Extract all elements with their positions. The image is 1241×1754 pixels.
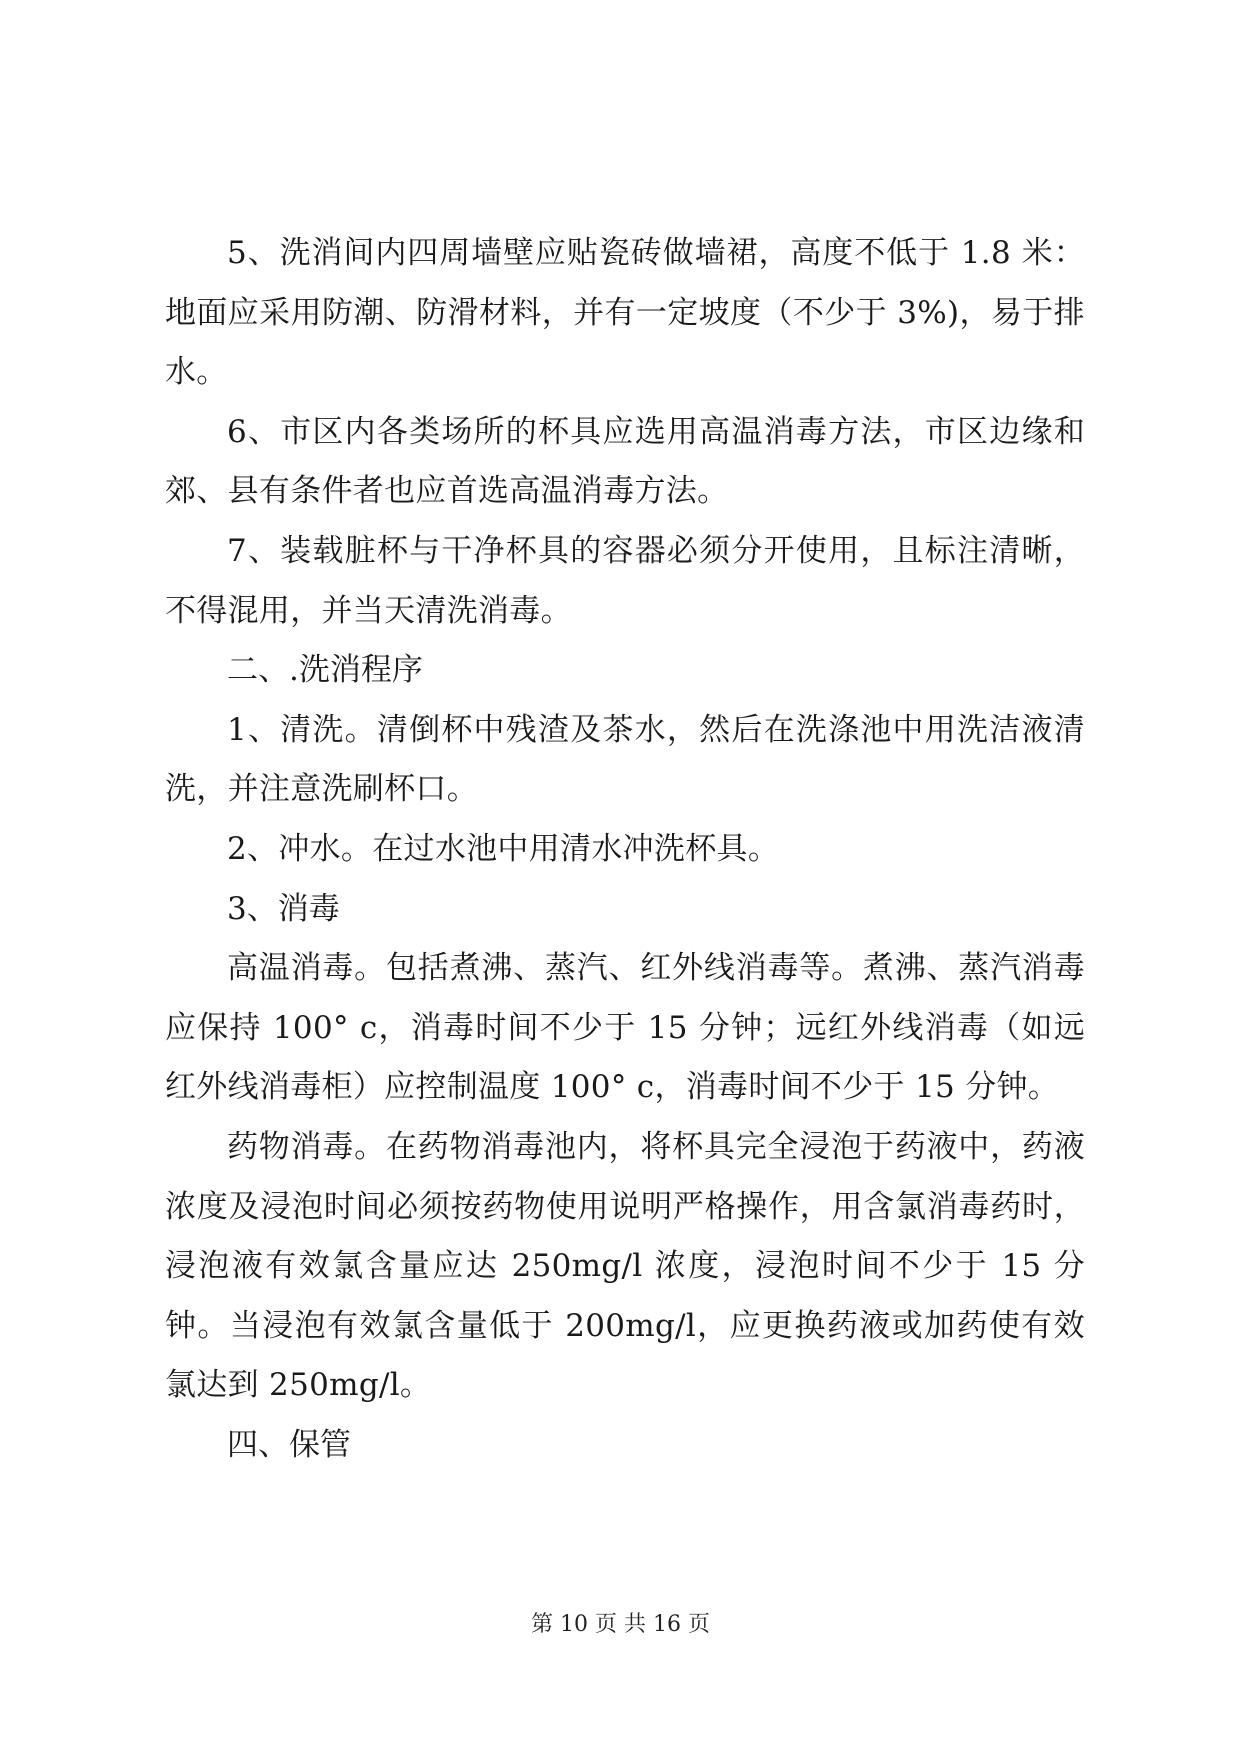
- paragraph-step-rinsing: 2、冲水。在过水池中用清水冲洗杯具。: [227, 830, 780, 867]
- paragraph-wall-tiles: 5、洗消间内四周墙壁应贴瓷砖做墙裙，高度不低于 1.8 米：地面应采用防潮、防滑材料，并有一定坡度（不少于 3%)，易于排水。: [165, 235, 1085, 391]
- paragraph-step-cleaning: 1、清洗。清倒杯中残渣及茶水，然后在洗涤池中用洗洁液清洗，并注意洗刷杯口。: [165, 711, 1085, 808]
- section-heading-storage: 四、保管: [227, 1426, 351, 1463]
- document-body: [165, 224, 1085, 1475]
- paragraph-container-separation: 7、装载脏杯与干净杯具的容器必须分开使用，且标注清晰，不得混用，并当天清洗消毒。: [165, 532, 1085, 629]
- paragraph-chemical-disinfection: 药物消毒。在药物消毒池内，将杯具完全浸泡于药液中，药液浓度及浸泡时间必须按药物使用说明严格操作，用含氯消毒药时，浸泡液有效氯含量应达 250mg/l 浓度，浸泡时间不少于 15 分钟。当浸泡有效氯含量低于 200mg/l，应更换药液或加药使有效氯达到 250mg/l。: [165, 1128, 1085, 1404]
- paragraph-step-disinfection: 3、消毒: [227, 890, 340, 927]
- paragraph-high-temp-disinfection: 高温消毒。包括煮沸、蒸汽、红外线消毒等。煮沸、蒸汽消毒应保持 100° c，消毒时间不少于 15 分钟；远红外线消毒（如远红外线消毒柜）应控制温度 100° c，消毒时间不少于 15 分钟。: [165, 950, 1085, 1106]
- paragraph-high-temp-method: 6、市区内各类场所的杯具应选用高温消毒方法，市区边缘和郊、县有条件者也应首选高温消毒方法。: [165, 413, 1085, 510]
- page-number-footer: 第 10 页 共 16 页: [531, 1612, 710, 1637]
- section-heading-washing-procedure: 二、.洗消程序: [227, 652, 423, 689]
